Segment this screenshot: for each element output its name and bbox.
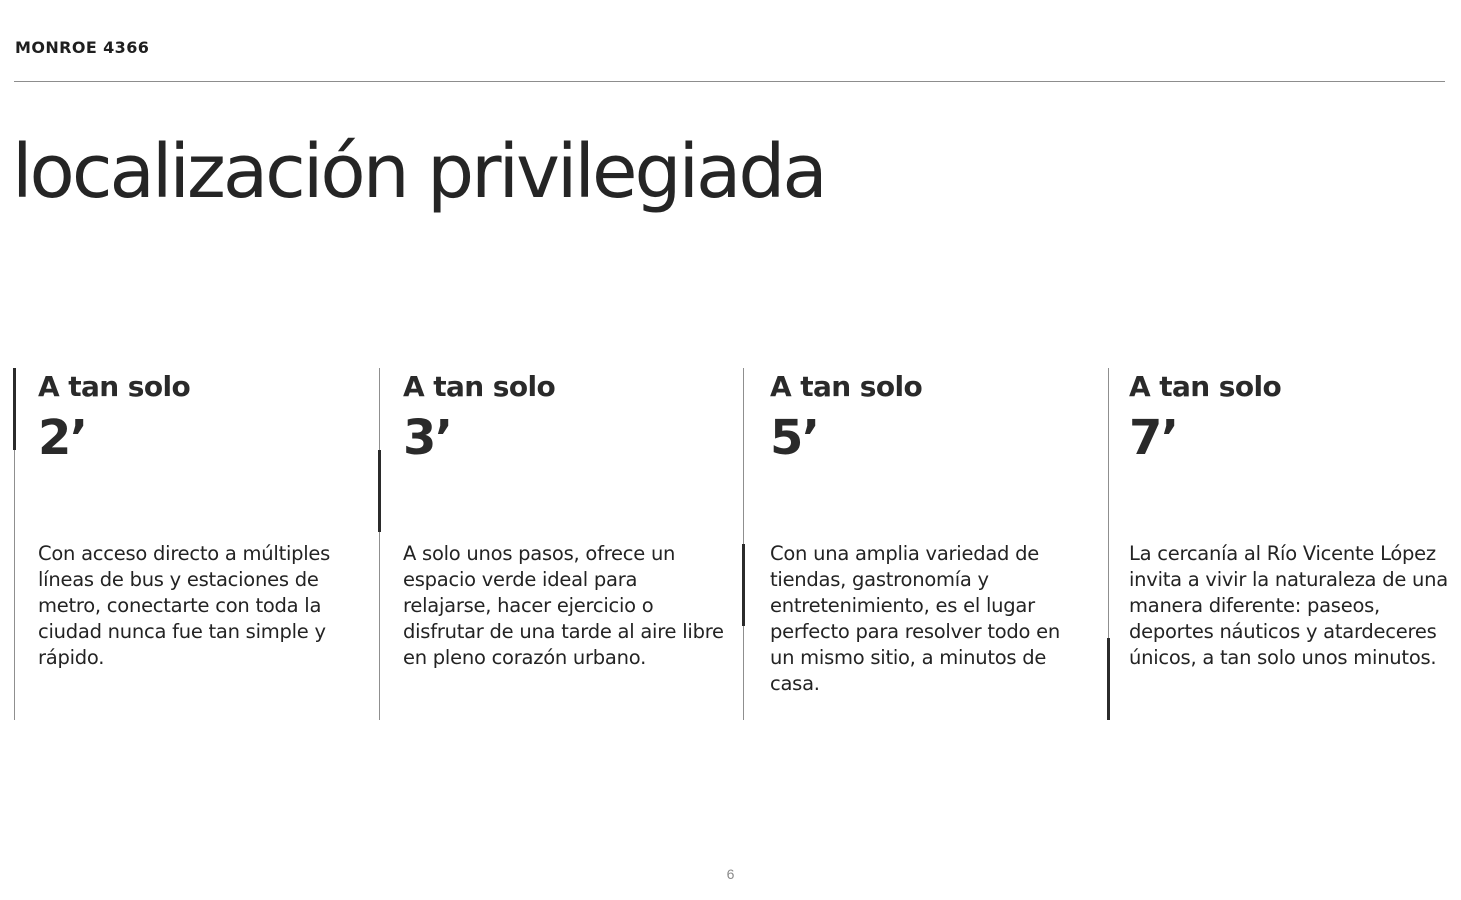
column-time: 5’	[770, 410, 819, 466]
column-accent-bar	[378, 450, 381, 532]
column-accent-bar	[742, 544, 745, 626]
page-number: 6	[726, 866, 735, 882]
column-time: 7’	[1129, 410, 1178, 466]
column-description: Con una amplia variedad de tiendas, gastronomía y entretenimiento, es el lugar perfecto para resolver todo en un mismo sitio, a minutos de casa.	[770, 542, 1061, 695]
column-eyebrow: A tan solo	[770, 370, 923, 403]
column-eyebrow: A tan solo	[403, 370, 556, 403]
column-description: A solo unos pasos, ofrece un espacio verde ideal para relajarse, hacer ejercicio o disfrutar de una tarde al aire libre en pleno corazón urbano.	[403, 542, 724, 669]
column-accent-bar	[1107, 638, 1110, 720]
column-accent-bar	[13, 368, 16, 450]
header-divider	[14, 81, 1445, 82]
column-eyebrow: A tan solo	[38, 370, 191, 403]
column-description: La cercanía al Río Vicente López invita a vivir la naturaleza de una manera diferente: paseos, deportes náuticos y atardeceres únicos, a tan solo unos minutos.	[1129, 542, 1448, 669]
feature-column-park	[379, 368, 730, 720]
feature-column-shopping	[743, 368, 1094, 720]
column-description: Con acceso directo a múltiples líneas de bus y estaciones de metro, conectarte con toda la ciudad nunca fue tan simple y rápido.	[38, 542, 331, 669]
page-title: localización privilegiada	[12, 129, 825, 215]
brand-label: MONROE 4366	[15, 38, 150, 57]
column-eyebrow: A tan solo	[1129, 370, 1282, 403]
column-time: 3’	[403, 410, 452, 466]
feature-column-river	[1108, 368, 1454, 720]
feature-column-transport	[14, 368, 365, 720]
column-time: 2’	[38, 410, 87, 466]
